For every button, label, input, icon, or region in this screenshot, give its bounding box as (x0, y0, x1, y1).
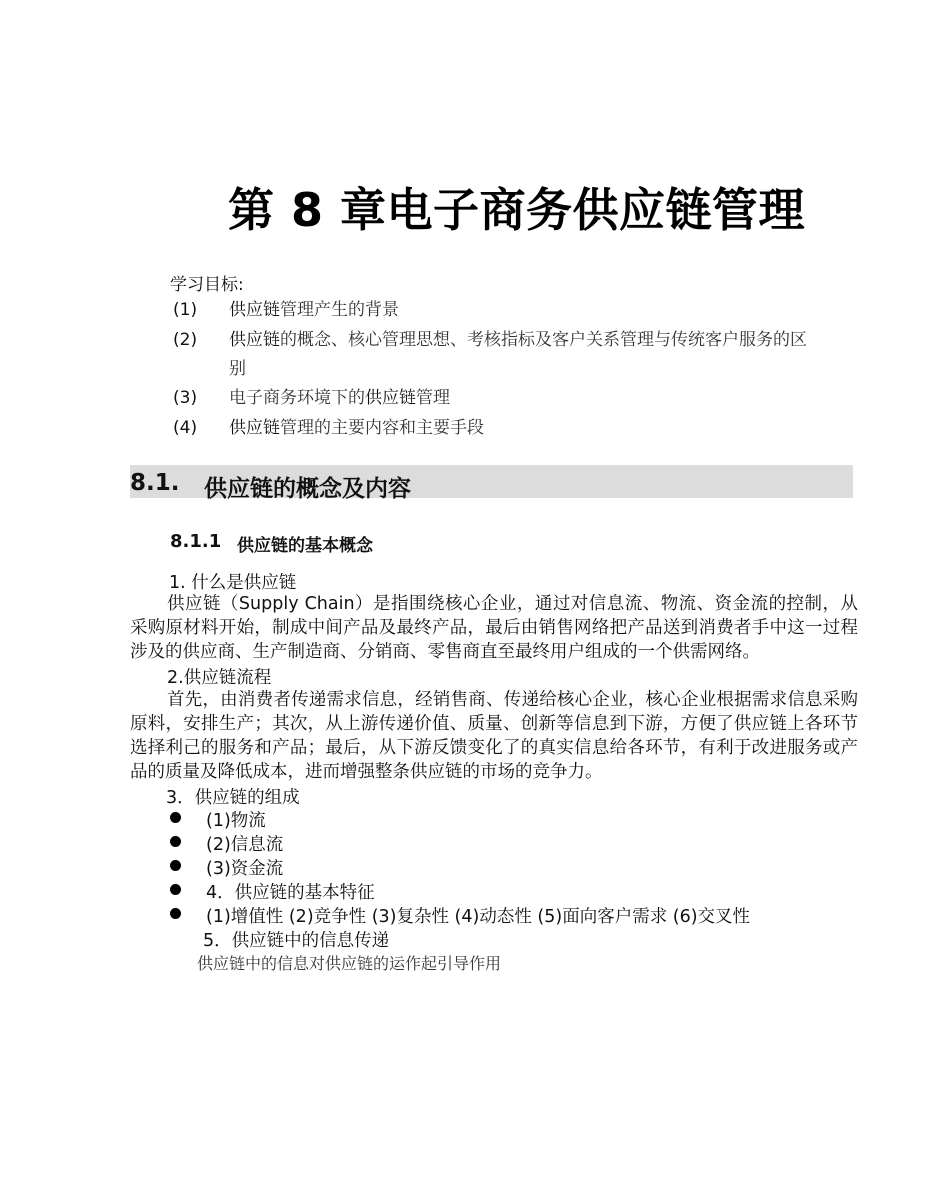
objective-rest: 管理产生的背景 (280, 300, 399, 320)
objective-number: (3) (173, 388, 198, 408)
bullet-dot-icon (170, 836, 181, 847)
list-item: (1)增值性 (2)竞争性 (3)复杂性 (4)动态性 (5)面向客户需求 (6)交叉性 (206, 907, 751, 927)
subsection-title: 供应链的基本概念 (237, 536, 373, 556)
objective-prefix: 电子商务环境下的 (229, 388, 365, 408)
bullet-dot-icon (170, 860, 181, 871)
subsection-number: 8.1.1 (170, 531, 222, 552)
objective-text (229, 415, 484, 441)
content-heading: 5．供应链中的信息传递 (203, 931, 390, 951)
objective-number: (1) (173, 300, 198, 320)
list-item: (3)资金流 (206, 859, 284, 879)
section-number: 8.1. (130, 470, 180, 496)
objective-rest: 的概念、核心管理思想、考核指标及客户关系管理与传统客户服务的区 (280, 330, 807, 350)
bullet-dot-icon (170, 884, 181, 895)
paragraph: 供应链中的信息对供应链的运作起引导作用 (197, 954, 502, 973)
chapter-title: 第 8 章电子商务供应链管理 (228, 183, 806, 237)
objective-text (229, 385, 450, 411)
list-item: 4．供应链的基本特征 (206, 883, 375, 903)
content-heading: 2.供应链流程 (167, 668, 272, 688)
section-title: 供应链的概念及内容 (204, 476, 411, 502)
bullet-dot-icon (170, 908, 181, 919)
objective-keyword: 供应链 (365, 388, 416, 408)
objective-number: (4) (173, 418, 198, 438)
objective-keyword: 供应链 (229, 418, 280, 438)
objective-keyword: 供应链 (229, 330, 280, 350)
objective-text (229, 327, 807, 353)
objective-text (229, 297, 399, 323)
objective-rest: 管理的主要内容和主要手段 (280, 418, 484, 438)
objective-number: (2) (173, 330, 198, 350)
bullet-dot-icon (170, 812, 181, 823)
objective-continuation: 别 (229, 359, 246, 379)
objective-keyword: 供应链 (229, 300, 280, 320)
paragraph: 供应链（Supply Chain）是指围绕核心企业，通过对信息流、物流、资金流的控制，从采购原材料开始，制成中间产品及最终产品，最后由销售网络把产品送到消费者手中这一过程涉及的供应商、生产制造商、分销商、零售商直至最终用户组成的一个供需网络。 (130, 594, 858, 662)
content-heading: 1. 什么是供应链 (169, 573, 297, 593)
content-heading: 3．供应链的组成 (166, 788, 300, 808)
objectives-heading: 学习目标: (170, 275, 244, 295)
paragraph: 首先，由消费者传递需求信息，经销售商、传递给核心企业，核心企业根据需求信息采购原料，安排生产；其次，从上游传递价值、质量、创新等信息到下游，方便了供应链上各环节选择利己的服务和产品；最后，从下游反馈变化了的真实信息给各环节，有利于改进服务或产品的质量及降低成本，进而增强整条供应链的市场的竞争力。 (130, 690, 858, 782)
list-item: (2)信息流 (206, 835, 284, 855)
objective-rest: 管理 (416, 388, 450, 408)
list-item: (1)物流 (206, 811, 266, 831)
